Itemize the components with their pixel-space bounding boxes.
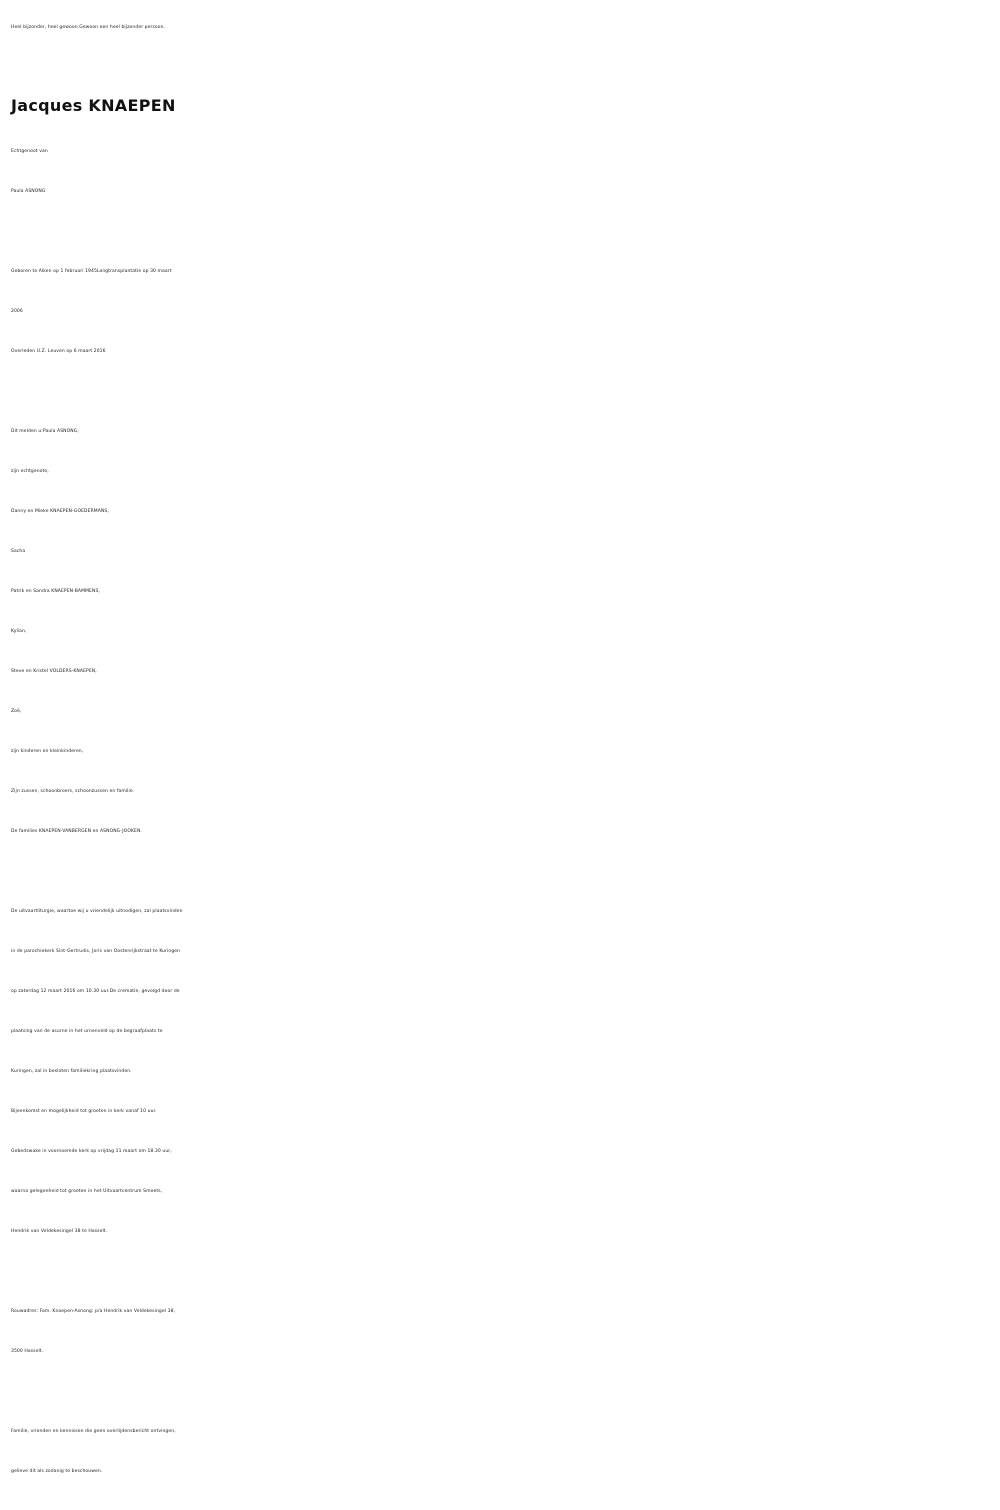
dates-line: 2006 xyxy=(11,309,23,314)
ceremony-line: Hendrik van Veldekesingel 38 te Hasselt. xyxy=(11,1229,108,1234)
address-line: 3500 Hasselt. xyxy=(11,1349,44,1354)
dates-line: Overleden U.Z. Leuven op 6 maart 2016 xyxy=(11,349,106,354)
address-section xyxy=(11,1292,991,1372)
spouse-role: Echtgenoot van xyxy=(11,149,48,154)
ceremony-line: op zaterdag 12 maart 2016 om 10.30 uur.De crematie, gevolgd door de xyxy=(11,989,180,994)
closing-line: Familie, vrienden en kennissen die geen overlijdensbericht ontvingen, xyxy=(11,1429,176,1434)
intro-quote: Heel bijzonder, heel gewoon.Gewoon een heel bijzonder persoon. xyxy=(11,25,166,30)
closing-section xyxy=(11,1412,991,1492)
ceremony-line: Gebedswake in voornoemde kerk op vrijdag 11 maart om 18.30 uur, xyxy=(11,1149,172,1154)
paragraph-gap xyxy=(11,372,991,412)
family-line: zijn kinderen en kleinkinderen, xyxy=(11,749,84,754)
ceremony-line: Kuringen, zal in besloten familiekring plaatsvinden. xyxy=(11,1069,132,1074)
family-line: Steve en Kristel VOLDERS-KNAEPEN, xyxy=(11,669,97,674)
paragraph-gap xyxy=(11,852,991,892)
paragraph-gap xyxy=(11,1252,991,1292)
family-line: Patrik en Sandra KNAEPEN-BAMMENS, xyxy=(11,589,100,594)
closing-line: gelieve dit als zodanig te beschouwen. xyxy=(11,1469,103,1474)
address-line: Rouwadres: Fam. Knaepen-Asnong: p/a Hendrik van Veldekesingel 38, xyxy=(11,1309,176,1314)
ceremony-line: plaatsing van de asurne in het urnenveld op de begraafplaats te xyxy=(11,1029,163,1034)
dates-line: Geboren te Alken op 1 februari 1945Longtransplantatie op 30 maart xyxy=(11,269,172,274)
family-line: Kylian, xyxy=(11,629,27,634)
ceremony-line: Bijeenkomst en mogelijkheid tot groeten in kerk vanaf 10 uur. xyxy=(11,1109,157,1114)
family-section xyxy=(11,412,991,852)
paragraph-gap xyxy=(11,1372,991,1412)
family-line: De families KNAEPEN-VANBERGEN en ASNONG-JOOKEN. xyxy=(11,829,142,834)
ceremony-line: De uitvaartliturgie, waartoe wij u vriendelijk uitnodigen, zal plaatsvinden xyxy=(11,909,183,914)
family-line: zijn echtgenote, xyxy=(11,469,49,474)
family-line: Dit melden u:Paula ASNONG, xyxy=(11,429,79,434)
family-line: Zoë, xyxy=(11,709,22,714)
ceremony-section xyxy=(11,892,991,1252)
obituary-notice xyxy=(11,8,991,1492)
family-line: Danny en Mieke KNAEPEN-GOEDERMANS, xyxy=(11,509,109,514)
ceremony-line: in de parochiekerk Sint-Gertrudis, Joris van Oostenrijkstraat te Kuringen xyxy=(11,949,181,954)
ceremony-line: waarna gelegenheid tot groeten in het Uitvaartcentrum Smeets, xyxy=(11,1189,163,1194)
deceased-name: Jacques KNAEPEN xyxy=(11,96,176,115)
paragraph-gap xyxy=(11,212,991,252)
family-line: Zijn zussen, schoonbroers, schoonzussen en familie. xyxy=(11,789,135,794)
spouse-name: Paula ASNONG xyxy=(11,189,46,194)
family-line: Sacha xyxy=(11,549,26,554)
dates-section xyxy=(11,252,991,372)
